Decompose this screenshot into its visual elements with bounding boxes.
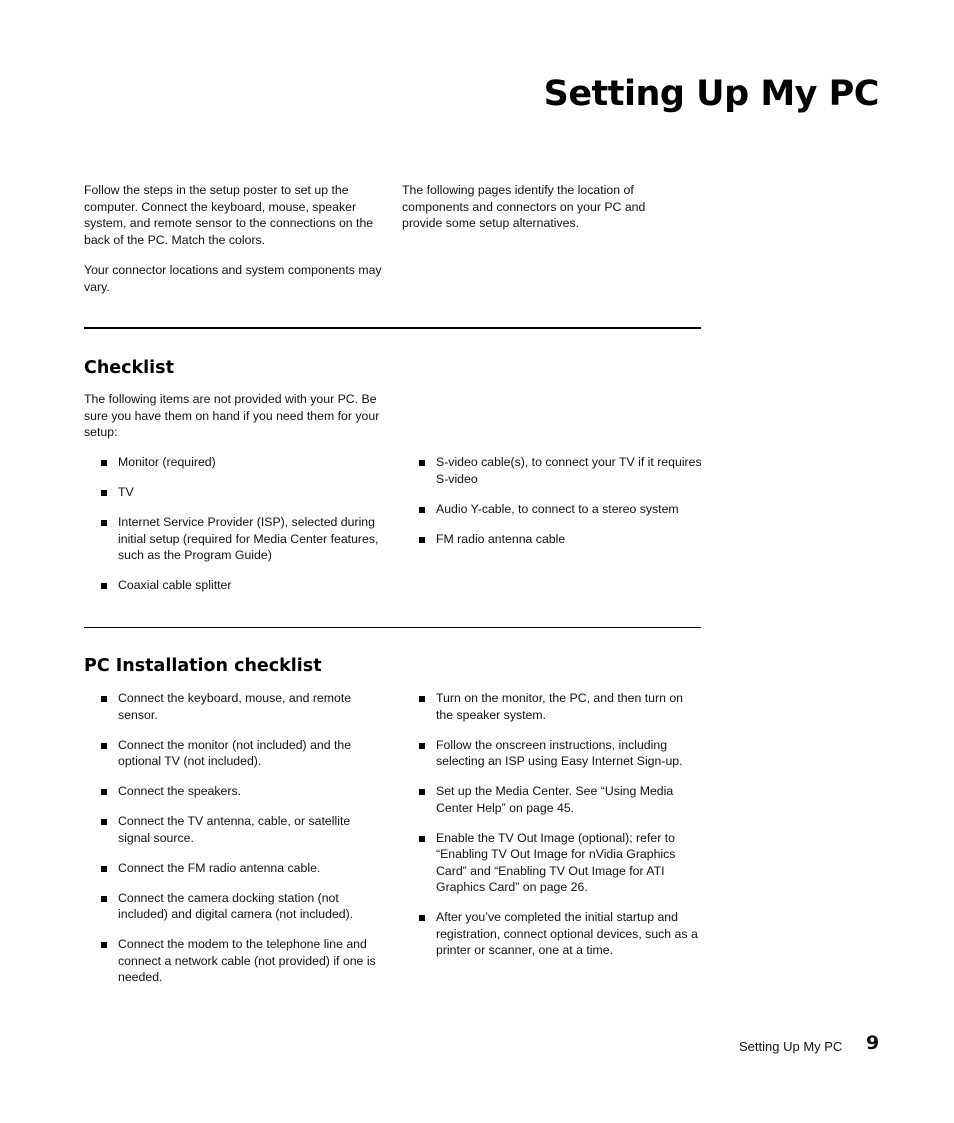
list-item [402,501,702,518]
section-divider [84,327,701,329]
page-title: Setting Up My PC [543,74,879,114]
list-item-text: After you’ve completed the initial startup and registration, connect optional devices, such as a printer or scanner, one at a time. [436,910,698,957]
list-item [84,737,384,770]
square-bullet-icon [101,490,107,496]
list-item [84,514,384,564]
square-bullet-icon [101,583,107,589]
list-item [84,577,384,594]
square-bullet-icon [101,942,107,948]
list-item [84,690,384,723]
list-item [402,690,702,723]
list-item [84,783,384,800]
list-item [84,936,384,986]
square-bullet-icon [101,866,107,872]
square-bullet-icon [419,836,425,842]
list-item [402,909,702,959]
intro-left-column [84,182,384,309]
square-bullet-icon [101,520,107,526]
list-item-text: S-video cable(s), to connect your TV if it requires S-video [436,455,702,486]
installation-heading: PC Installation checklist [84,656,322,676]
intro-paragraph: The following pages identify the location of components and connectors on your PC and provide some setup alternatives. [402,183,646,230]
list-item [84,454,384,471]
square-bullet-icon [419,537,425,543]
list-item [84,813,384,846]
list-item-text: Monitor (required) [118,455,216,469]
list-item-text: Connect the speakers. [118,784,242,798]
checklist-heading: Checklist [84,358,174,378]
list-item [402,454,702,487]
list-item-text: Follow the onscreen instructions, including selecting an ISP using Easy Internet Sign-up. [436,737,683,768]
list-item-text: TV [118,485,134,499]
list-item-text: Audio Y-cable, to connect to a stereo system [436,501,679,516]
list-item [84,860,384,877]
list-item [84,890,384,923]
square-bullet-icon [101,460,107,466]
list-item [402,737,702,770]
installation-left-list [84,690,384,999]
intro-paragraph: Your connector locations and system components may vary. [84,263,382,294]
square-bullet-icon [101,819,107,825]
square-bullet-icon [101,789,107,795]
list-item-text: Set up the Media Center. See “Using Media Center Help” on page 45. [436,784,674,815]
list-item-text: Coaxial cable splitter [118,578,232,592]
square-bullet-icon [419,915,425,921]
intro-paragraph: Follow the steps in the setup poster to set up the computer. Connect the keyboard, mouse, speaker system, and remote sensor to the connections on the back of the PC. Match the colors. [84,183,374,247]
checklist-left-list [84,454,384,607]
square-bullet-icon [419,507,425,513]
checklist-intro: The following items are not provided with your PC. Be sure you have them on hand if you need them for your setup: [84,392,380,439]
list-item [402,783,702,816]
section-divider [84,627,701,628]
intro-right-column [402,182,672,246]
square-bullet-icon [101,896,107,902]
list-item-text: Internet Service Provider (ISP), selected during initial setup (required for Media Center features, such as the Program Guide) [118,515,379,562]
square-bullet-icon [101,743,107,749]
square-bullet-icon [419,743,425,749]
list-item-text: Turn on the monitor, the PC, and then turn on the speaker system. [436,691,684,722]
square-bullet-icon [101,696,107,702]
footer-chapter-label: Setting Up My PC [739,1039,843,1054]
square-bullet-icon [419,789,425,795]
list-item-text: Enable the TV Out Image (optional); refer to “Enabling TV Out Image for nVidia Graphics Card” and “Enabling TV Out Image for ATI Graphics Card” on page 26. [436,830,676,894]
list-item-text: Connect the keyboard, mouse, and remote sensor. [118,691,352,722]
square-bullet-icon [419,696,425,702]
footer-page-number: 9 [866,1032,880,1054]
list-item [84,484,384,501]
installation-right-list [402,690,702,972]
square-bullet-icon [419,460,425,466]
list-item-text: Connect the FM radio antenna cable. [118,860,321,875]
checklist-right-list [402,454,702,561]
list-item-text: Connect the camera docking station (not included) and digital camera (not included). [118,890,354,921]
list-item-text: Connect the TV antenna, cable, or satellite signal source. [118,814,351,845]
list-item-text: FM radio antenna cable [436,531,566,546]
list-item-text: Connect the monitor (not included) and the optional TV (not included). [118,737,352,768]
list-item-text: Connect the modem to the telephone line and connect a network cable (not provided) if one is needed. [118,937,376,984]
list-item [402,830,702,896]
list-item [402,531,702,548]
